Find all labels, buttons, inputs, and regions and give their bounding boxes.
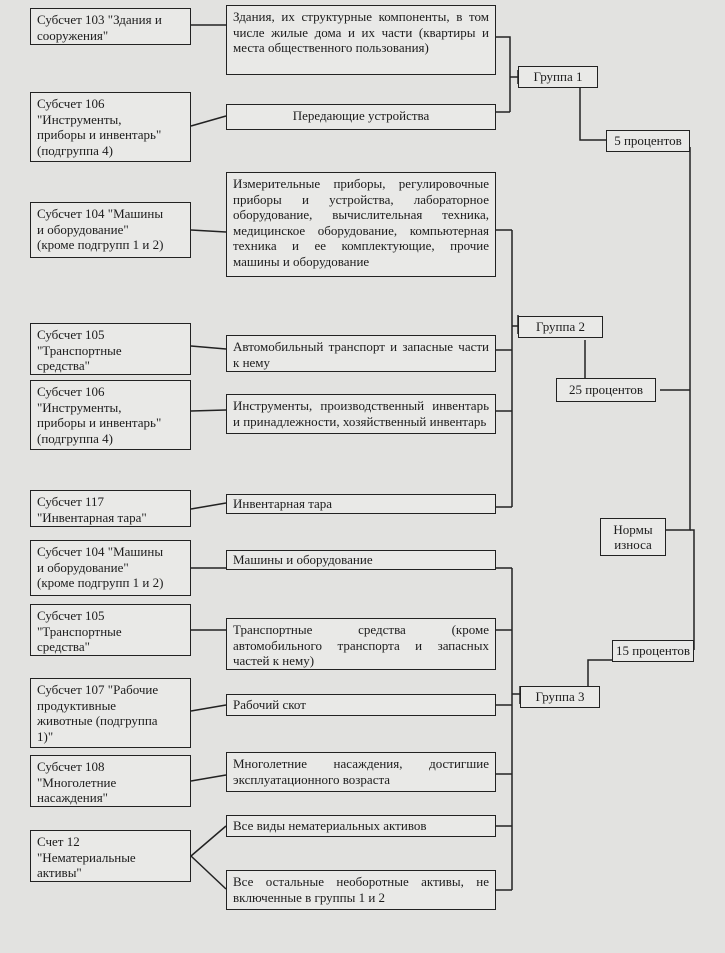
asset-box-intangible-assets: Все виды нематериальных активов <box>226 815 496 837</box>
asset-box-livestock: Рабочий скот <box>226 694 496 716</box>
account-box-103: Субсчет 103 "Здания и сооружения" <box>30 8 191 45</box>
account-box-108: Субсчет 108 "Многолетние насаждения" <box>30 755 191 807</box>
rate-5-percent-box: 5 процентов <box>606 130 690 152</box>
asset-box-machinery: Машины и оборудование <box>226 550 496 570</box>
account-box-107: Субсчет 107 "Рабочие продуктивные животные (подгруппа 1)" <box>30 678 191 748</box>
group-1-box: Группа 1 <box>518 66 598 88</box>
account-box-106-a: Субсчет 106 "Инструменты, приборы и инвентарь" (подгруппа 4) <box>30 92 191 162</box>
asset-box-other-noncurrent: Все остальные необоротные активы, не включенные в группы 1 и 2 <box>226 870 496 910</box>
account-box-106-b: Субсчет 106 "Инструменты, приборы и инвентарь" (подгруппа 4) <box>30 380 191 450</box>
asset-box-vehicles: Транспортные средства (кроме автомобильного транспорта и запасных частей к нему) <box>226 618 496 670</box>
rate-25-percent-box: 25 процентов <box>556 378 656 402</box>
account-box-104-a: Субсчет 104 "Машины и оборудование" (кроме подгрупп 1 и 2) <box>30 202 191 258</box>
asset-box-instruments-equipment: Измерительные приборы, регулировочные приборы и устройства, лабораторное оборудование, вычислительная техника, медицинское оборудование, компьютерная техника и ее комплектующие, прочие машины и оборудование <box>226 172 496 277</box>
account-box-105-a: Субсчет 105 "Транспортные средства" <box>30 323 191 375</box>
account-box-104-b: Субсчет 104 "Машины и оборудование" (кроме подгрупп 1 и 2) <box>30 540 191 596</box>
asset-box-transmitting-devices: Передающие устройства <box>226 104 496 130</box>
rate-15-percent-box: 15 процентов <box>612 640 694 662</box>
asset-box-perennial-plantings: Многолетние насаждения, достигшие эксплуатационного возраста <box>226 752 496 792</box>
asset-box-tools-inventory: Инструменты, производственный инвентарь и принадлежности, хозяйственный инвентарь <box>226 394 496 434</box>
asset-box-inventory-containers: Инвентарная тара <box>226 494 496 514</box>
group-3-box: Группа 3 <box>520 686 600 708</box>
account-box-105-b: Субсчет 105 "Транспортные средства" <box>30 604 191 656</box>
group-2-box: Группа 2 <box>518 316 603 338</box>
asset-box-buildings: Здания, их структурные компоненты, в том числе жилые дома и их части (квартиры и места общественного пользования) <box>226 5 496 75</box>
depreciation-norms-box: Нормы износа <box>600 518 666 556</box>
account-box-117: Субсчет 117 "Инвентарная тара" <box>30 490 191 527</box>
asset-box-automobile-transport: Автомобильный транспорт и запасные части к нему <box>226 335 496 372</box>
account-box-12: Счет 12 "Нематериальные активы" <box>30 830 191 882</box>
